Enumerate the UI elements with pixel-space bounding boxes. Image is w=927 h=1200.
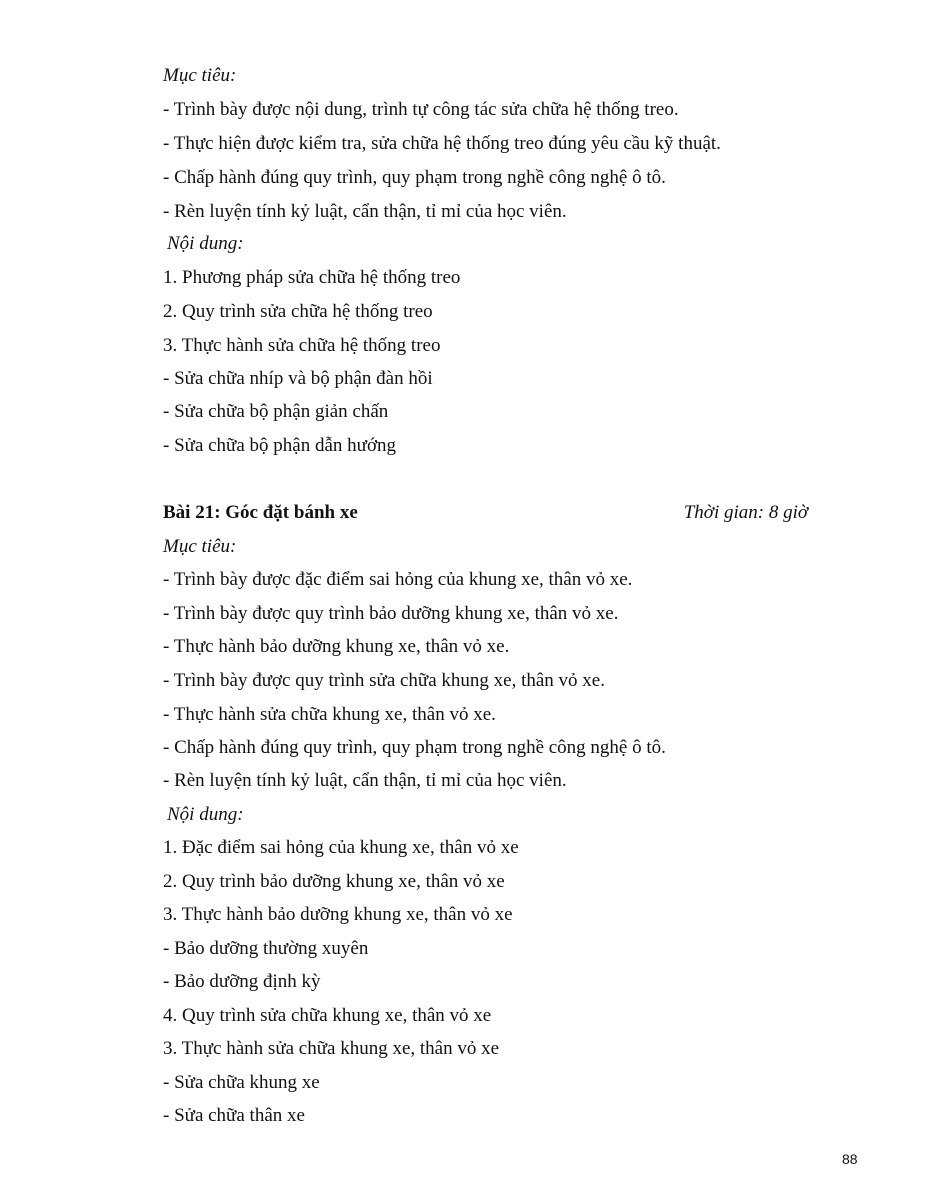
section2-content-item: 3. Thực hành bảo dưỡng khung xe, thân vỏ xe [163, 904, 513, 925]
section1-content-item: - Sửa chữa bộ phận dẫn hướng [163, 435, 397, 456]
section1-content-label: Nội dung: [167, 233, 244, 254]
section1-objective-item: - Thực hiện được kiểm tra, sửa chữa hệ thống treo đúng yêu cầu kỹ thuật. [163, 133, 721, 154]
section2-content-label: Nội dung: [167, 804, 244, 825]
section1-content-item: 3. Thực hành sửa chữa hệ thống treo [163, 335, 441, 356]
section2-content-item: - Sửa chữa thân xe [163, 1105, 305, 1126]
section2-objectives-label: Mục tiêu: [163, 536, 237, 557]
section2-content-item: 4. Quy trình sửa chữa khung xe, thân vỏ xe [163, 1005, 492, 1026]
lesson-title: Bài 21: Góc đặt bánh xe [163, 502, 358, 523]
section1-content-item: - Sửa chữa nhíp và bộ phận đàn hồi [163, 368, 433, 389]
section2-objective-item: - Trình bày được quy trình sửa chữa khung xe, thân vỏ xe. [163, 670, 605, 691]
section2-objective-item: - Trình bày được quy trình bảo dưỡng khung xe, thân vỏ xe. [163, 603, 619, 624]
section2-objective-item: - Thực hành bảo dưỡng khung xe, thân vỏ xe. [163, 636, 510, 657]
section2-content-item: - Bảo dưỡng định kỳ [163, 971, 321, 992]
section1-objective-item: - Rèn luyện tính kỷ luật, cẩn thận, tỉ mỉ của học viên. [163, 201, 567, 222]
lesson-heading [163, 500, 808, 526]
section2-content-item: 1. Đặc điểm sai hỏng của khung xe, thân vỏ xe [163, 837, 519, 858]
lesson-duration: Thời gian: 8 giờ [683, 502, 808, 523]
page-number: 88 [842, 1151, 858, 1167]
section1-objective-item: - Chấp hành đúng quy trình, quy phạm trong nghề công nghệ ô tô. [163, 167, 666, 188]
section1-objective-item: - Trình bày được nội dung, trình tự công tác sửa chữa hệ thống treo. [163, 99, 679, 120]
section1-content-item: - Sửa chữa bộ phận giản chấn [163, 401, 389, 422]
section1-objectives-label: Mục tiêu: [163, 65, 237, 86]
section2-content-item: 2. Quy trình bảo dưỡng khung xe, thân vỏ xe [163, 871, 505, 892]
section1-content-item: 1. Phương pháp sửa chữa hệ thống treo [163, 267, 461, 288]
section2-content-item: - Sửa chữa khung xe [163, 1072, 320, 1093]
section1-content-item: 2. Quy trình sửa chữa hệ thống treo [163, 301, 433, 322]
section2-content-item: - Bảo dưỡng thường xuyên [163, 938, 369, 959]
section2-objective-item: - Rèn luyện tính kỷ luật, cẩn thận, tỉ mỉ của học viên. [163, 770, 567, 791]
section2-content-item: 3. Thực hành sửa chữa khung xe, thân vỏ xe [163, 1038, 500, 1059]
section2-objective-item: - Chấp hành đúng quy trình, quy phạm trong nghề công nghệ ô tô. [163, 737, 666, 758]
section2-objective-item: - Thực hành sửa chữa khung xe, thân vỏ xe. [163, 704, 496, 725]
section2-objective-item: - Trình bày được đặc điểm sai hỏng của khung xe, thân vỏ xe. [163, 569, 633, 590]
